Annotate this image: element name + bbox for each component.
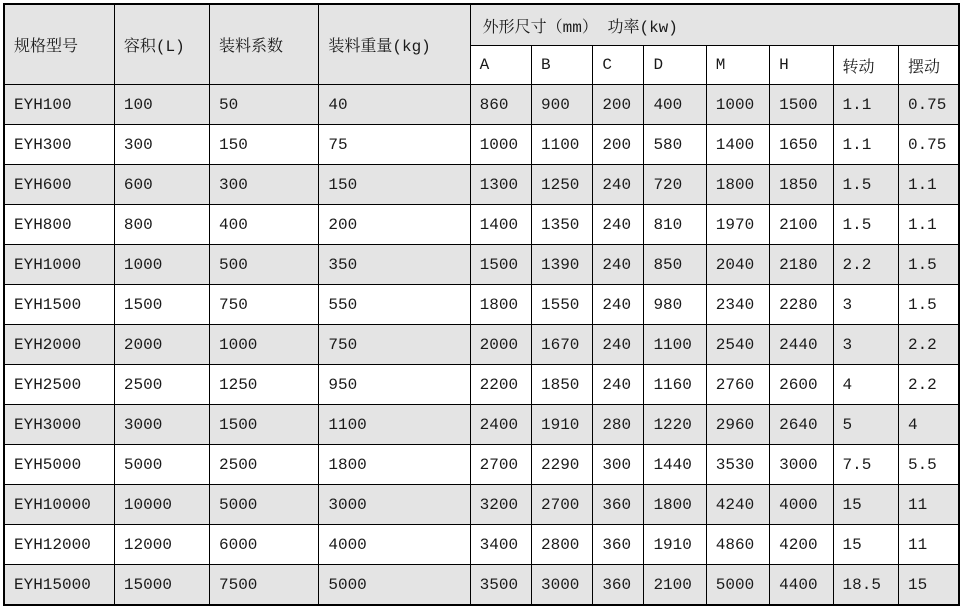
subheader-d: D bbox=[644, 46, 706, 85]
cell: 5000 bbox=[706, 565, 769, 606]
cell: 300 bbox=[114, 125, 209, 165]
cell: 12000 bbox=[114, 525, 209, 565]
cell: 1910 bbox=[532, 405, 593, 445]
cell: 1500 bbox=[770, 85, 833, 125]
cell: 2440 bbox=[770, 325, 833, 365]
table-row bbox=[4, 525, 959, 565]
cell: 1800 bbox=[470, 285, 531, 325]
cell: 3 bbox=[833, 325, 898, 365]
cell: 2760 bbox=[706, 365, 769, 405]
cell: 15 bbox=[898, 565, 959, 606]
cell: 1000 bbox=[706, 85, 769, 125]
cell: 4000 bbox=[319, 525, 470, 565]
cell: 1800 bbox=[644, 485, 706, 525]
subheader-m: M bbox=[706, 46, 769, 85]
cell: 4000 bbox=[770, 485, 833, 525]
cell: 75 bbox=[319, 125, 470, 165]
cell: 1250 bbox=[209, 365, 318, 405]
subheader-a: A bbox=[470, 46, 531, 85]
cell: 5000 bbox=[114, 445, 209, 485]
cell-model: EYH12000 bbox=[4, 525, 114, 565]
cell: 2280 bbox=[770, 285, 833, 325]
cell: 5000 bbox=[209, 485, 318, 525]
cell: 240 bbox=[593, 165, 644, 205]
cell: 1500 bbox=[114, 285, 209, 325]
cell: 5.5 bbox=[898, 445, 959, 485]
cell: 1.5 bbox=[833, 165, 898, 205]
cell: 500 bbox=[209, 245, 318, 285]
cell: 2700 bbox=[470, 445, 531, 485]
cell: 1970 bbox=[706, 205, 769, 245]
cell: 1500 bbox=[209, 405, 318, 445]
cell-model: EYH600 bbox=[4, 165, 114, 205]
header-dims-power: 外形尺寸（mm） 功率(kw) bbox=[470, 4, 959, 46]
subheader-b: B bbox=[532, 46, 593, 85]
cell: 300 bbox=[209, 165, 318, 205]
cell: 1300 bbox=[470, 165, 531, 205]
table-row bbox=[4, 445, 959, 485]
cell: 7.5 bbox=[833, 445, 898, 485]
cell: 1400 bbox=[470, 205, 531, 245]
cell-model: EYH3000 bbox=[4, 405, 114, 445]
cell: 1.1 bbox=[898, 205, 959, 245]
cell: 240 bbox=[593, 245, 644, 285]
cell: 2800 bbox=[532, 525, 593, 565]
cell: 15 bbox=[833, 485, 898, 525]
cell: 2100 bbox=[644, 565, 706, 606]
header-weight: 装料重量(kg) bbox=[319, 4, 470, 85]
table-row bbox=[4, 125, 959, 165]
cell: 300 bbox=[593, 445, 644, 485]
cell: 1160 bbox=[644, 365, 706, 405]
cell: 150 bbox=[209, 125, 318, 165]
cell: 3000 bbox=[114, 405, 209, 445]
cell: 3000 bbox=[532, 565, 593, 606]
header-volume: 容积(L) bbox=[114, 4, 209, 85]
cell: 4400 bbox=[770, 565, 833, 606]
cell: 4 bbox=[833, 365, 898, 405]
cell: 810 bbox=[644, 205, 706, 245]
cell: 2340 bbox=[706, 285, 769, 325]
cell: 4860 bbox=[706, 525, 769, 565]
cell: 3000 bbox=[319, 485, 470, 525]
cell: 50 bbox=[209, 85, 318, 125]
cell: 1000 bbox=[209, 325, 318, 365]
header-coefficient: 装料系数 bbox=[209, 4, 318, 85]
cell: 200 bbox=[593, 85, 644, 125]
cell: 1550 bbox=[532, 285, 593, 325]
cell: 7500 bbox=[209, 565, 318, 606]
table-row bbox=[4, 285, 959, 325]
cell: 1500 bbox=[470, 245, 531, 285]
cell: 240 bbox=[593, 325, 644, 365]
cell: 10000 bbox=[114, 485, 209, 525]
cell-model: EYH15000 bbox=[4, 565, 114, 606]
cell: 2.2 bbox=[898, 325, 959, 365]
header-row-main bbox=[4, 4, 959, 46]
cell: 1220 bbox=[644, 405, 706, 445]
cell: 750 bbox=[319, 325, 470, 365]
cell: 2600 bbox=[770, 365, 833, 405]
cell: 1000 bbox=[470, 125, 531, 165]
cell: 1100 bbox=[532, 125, 593, 165]
cell: 1000 bbox=[114, 245, 209, 285]
cell: 2180 bbox=[770, 245, 833, 285]
cell: 1.1 bbox=[833, 125, 898, 165]
table-row bbox=[4, 245, 959, 285]
table-row bbox=[4, 165, 959, 205]
cell: 600 bbox=[114, 165, 209, 205]
cell: 1.1 bbox=[898, 165, 959, 205]
cell-model: EYH300 bbox=[4, 125, 114, 165]
cell: 5 bbox=[833, 405, 898, 445]
cell: 2400 bbox=[470, 405, 531, 445]
table-row bbox=[4, 325, 959, 365]
table-row bbox=[4, 485, 959, 525]
cell: 950 bbox=[319, 365, 470, 405]
cell: 2290 bbox=[532, 445, 593, 485]
cell: 100 bbox=[114, 85, 209, 125]
cell: 15000 bbox=[114, 565, 209, 606]
table-row bbox=[4, 565, 959, 606]
header-model: 规格型号 bbox=[4, 4, 114, 85]
cell: 0.75 bbox=[898, 85, 959, 125]
cell: 1670 bbox=[532, 325, 593, 365]
cell: 1250 bbox=[532, 165, 593, 205]
cell: 1.5 bbox=[898, 285, 959, 325]
spec-table bbox=[3, 3, 960, 606]
subheader-swing-power: 摆动 bbox=[898, 46, 959, 85]
cell-model: EYH2000 bbox=[4, 325, 114, 365]
cell: 1800 bbox=[706, 165, 769, 205]
cell: 280 bbox=[593, 405, 644, 445]
cell: 2960 bbox=[706, 405, 769, 445]
cell: 1850 bbox=[532, 365, 593, 405]
cell: 2200 bbox=[470, 365, 531, 405]
cell: 2100 bbox=[770, 205, 833, 245]
cell: 200 bbox=[319, 205, 470, 245]
cell: 1910 bbox=[644, 525, 706, 565]
cell: 1650 bbox=[770, 125, 833, 165]
cell: 6000 bbox=[209, 525, 318, 565]
cell: 360 bbox=[593, 565, 644, 606]
cell: 4 bbox=[898, 405, 959, 445]
subheader-rotation-power: 转动 bbox=[833, 46, 898, 85]
cell: 2040 bbox=[706, 245, 769, 285]
cell: 860 bbox=[470, 85, 531, 125]
cell: 350 bbox=[319, 245, 470, 285]
cell: 11 bbox=[898, 525, 959, 565]
cell: 1440 bbox=[644, 445, 706, 485]
cell-model: EYH10000 bbox=[4, 485, 114, 525]
cell: 3000 bbox=[770, 445, 833, 485]
cell: 5000 bbox=[319, 565, 470, 606]
cell: 720 bbox=[644, 165, 706, 205]
cell: 1390 bbox=[532, 245, 593, 285]
cell: 2.2 bbox=[833, 245, 898, 285]
cell: 360 bbox=[593, 525, 644, 565]
table-body bbox=[4, 85, 959, 606]
cell: 1100 bbox=[319, 405, 470, 445]
cell: 2.2 bbox=[898, 365, 959, 405]
cell-model: EYH800 bbox=[4, 205, 114, 245]
cell-model: EYH2500 bbox=[4, 365, 114, 405]
cell: 580 bbox=[644, 125, 706, 165]
cell: 240 bbox=[593, 285, 644, 325]
cell: 400 bbox=[209, 205, 318, 245]
table-row bbox=[4, 405, 959, 445]
cell: 240 bbox=[593, 365, 644, 405]
cell: 2000 bbox=[470, 325, 531, 365]
cell: 3500 bbox=[470, 565, 531, 606]
cell: 1400 bbox=[706, 125, 769, 165]
cell: 900 bbox=[532, 85, 593, 125]
cell: 850 bbox=[644, 245, 706, 285]
cell: 2500 bbox=[209, 445, 318, 485]
subheader-c: C bbox=[593, 46, 644, 85]
cell: 2500 bbox=[114, 365, 209, 405]
cell: 1100 bbox=[644, 325, 706, 365]
cell: 2700 bbox=[532, 485, 593, 525]
cell: 18.5 bbox=[833, 565, 898, 606]
table-header bbox=[4, 4, 959, 85]
cell: 150 bbox=[319, 165, 470, 205]
cell: 1.1 bbox=[833, 85, 898, 125]
cell: 0.75 bbox=[898, 125, 959, 165]
cell: 4240 bbox=[706, 485, 769, 525]
cell-model: EYH1500 bbox=[4, 285, 114, 325]
cell: 3530 bbox=[706, 445, 769, 485]
cell: 3400 bbox=[470, 525, 531, 565]
cell: 360 bbox=[593, 485, 644, 525]
cell: 1.5 bbox=[898, 245, 959, 285]
table-row bbox=[4, 85, 959, 125]
cell: 980 bbox=[644, 285, 706, 325]
cell: 1800 bbox=[319, 445, 470, 485]
cell: 11 bbox=[898, 485, 959, 525]
cell: 200 bbox=[593, 125, 644, 165]
cell: 400 bbox=[644, 85, 706, 125]
table-row bbox=[4, 205, 959, 245]
cell: 1.5 bbox=[833, 205, 898, 245]
cell: 4200 bbox=[770, 525, 833, 565]
cell: 3 bbox=[833, 285, 898, 325]
cell: 240 bbox=[593, 205, 644, 245]
cell: 550 bbox=[319, 285, 470, 325]
subheader-h: H bbox=[770, 46, 833, 85]
cell: 800 bbox=[114, 205, 209, 245]
cell-model: EYH1000 bbox=[4, 245, 114, 285]
cell: 2640 bbox=[770, 405, 833, 445]
cell: 2540 bbox=[706, 325, 769, 365]
cell: 1350 bbox=[532, 205, 593, 245]
cell: 1850 bbox=[770, 165, 833, 205]
cell-model: EYH5000 bbox=[4, 445, 114, 485]
cell: 40 bbox=[319, 85, 470, 125]
cell: 15 bbox=[833, 525, 898, 565]
cell: 750 bbox=[209, 285, 318, 325]
cell: 2000 bbox=[114, 325, 209, 365]
table-row bbox=[4, 365, 959, 405]
cell-model: EYH100 bbox=[4, 85, 114, 125]
cell: 3200 bbox=[470, 485, 531, 525]
